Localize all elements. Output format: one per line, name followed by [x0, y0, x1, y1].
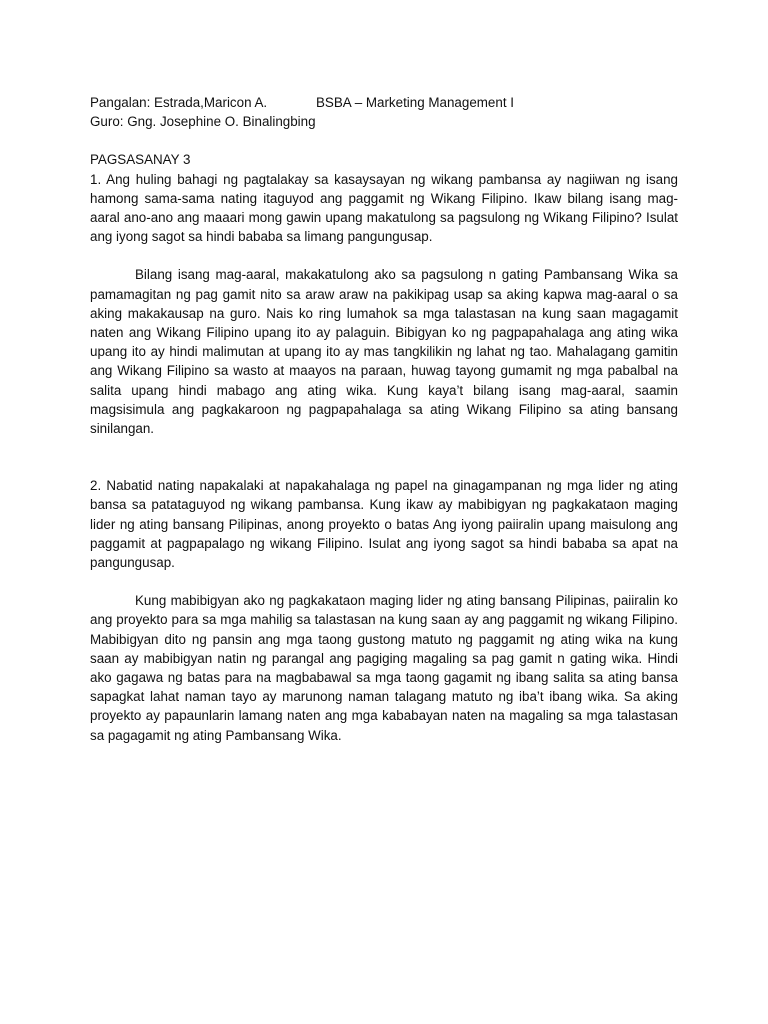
question-2: 2. Nabatid nating napakalaki at napakahalaga ng papel na ginagampanan ng mga lider ng ating bansa sa patataguyod ng wikang pambansa. Kung ikaw ay mabibigyan ng pagkakataon maging lider ng ating bansang Pilipinas, anong proyekto o batas Ang iyong paiiralin upang maisulong ang paggamit at pagpapalago ng wikang Filipino. Isulat ang iyong sagot sa hindi bababa sa apat na pangungusap.: [90, 478, 678, 571]
student-info-row: [90, 93, 678, 112]
question-1: 1. Ang huling bahagi ng pagtalakay sa kasaysayan ng wikang pambansa ay nagiiwan ng isang hamong sama-sama nating itaguyod ang paggamit ng Wikang Filipino. Ikaw bilang isang mag-aaral ano-ano ang maaari mong gawin upang makatulong sa pagsulong ng Wikang Filipino? Isulat ang iyong sagot sa hindi bababa sa limang pangungusap.: [90, 171, 678, 245]
teacher-name: Guro: Gng. Josephine O. Binalingbing: [90, 114, 316, 130]
answer-1: Bilang isang mag-aaral, makakatulong ako sa pagsulong n gating Pambansang Wika sa pamamagitan ng pag gamit nito sa araw araw na pakikipag usap sa aking kapwa mag-aaral o sa aking makakausap na guro. Nais ko ring lumahok sa mga talastasan na kung saan magagamit naten ang Wikang Filipino upang ito ay palaguin. Bibigyan ko ng pagpapahalaga ang ating wika upang ito ay hindi malimutan at upang ito ay mas tangkilikin ng lahat ng tao. Mahalagang gamitin ang Wikang Filipino sa wasto at maayos na paraan, huwag tayong gumamit ng mga pabalbal na salita upang hindi mabago ang ating wika. Kung kaya’t bilang isang mag-aaral, saamin magsisimula ang pagkakaroon ng pagpapahalaga sa ating Wikang Filipino sa ating bansang sinilangan.: [90, 267, 678, 437]
student-name: Pangalan: Estrada,Maricon A.: [90, 95, 268, 110]
exercise-title: PAGSASANAY 3: [90, 152, 191, 168]
document-page: [90, 93, 678, 745]
answer-2: Kung mabibigyan ako ng pagkakataon maging lider ng ating bansang Pilipinas, paiiralin ko ang proyekto para sa mga mahilig sa talastasan na kung saan ay ang paggamit ng wikang Filipino. Mabibigyan dito ng pansin ang mga taong gustong matuto ng paggamit ng ating wika na kung saan ay mabibigyan natin ng parangal ang pagiging magaling sa pag gamit n gating wika. Hindi ako gagawa ng batas para na magbabawal sa mga taong gagamit ng ibang salita sa ating bansa sapagkat lahat naman tayo ay marunong naman talagang matuto ng iba’t ibang wika. Sa aking proyekto ay papaunlarin lamang naten ang mga kababayan naten na magaling sa mga talastasan sa pagagamit ng ating Pambansang Wika.: [90, 593, 678, 743]
course-name: BSBA – Marketing Management I: [316, 95, 514, 110]
